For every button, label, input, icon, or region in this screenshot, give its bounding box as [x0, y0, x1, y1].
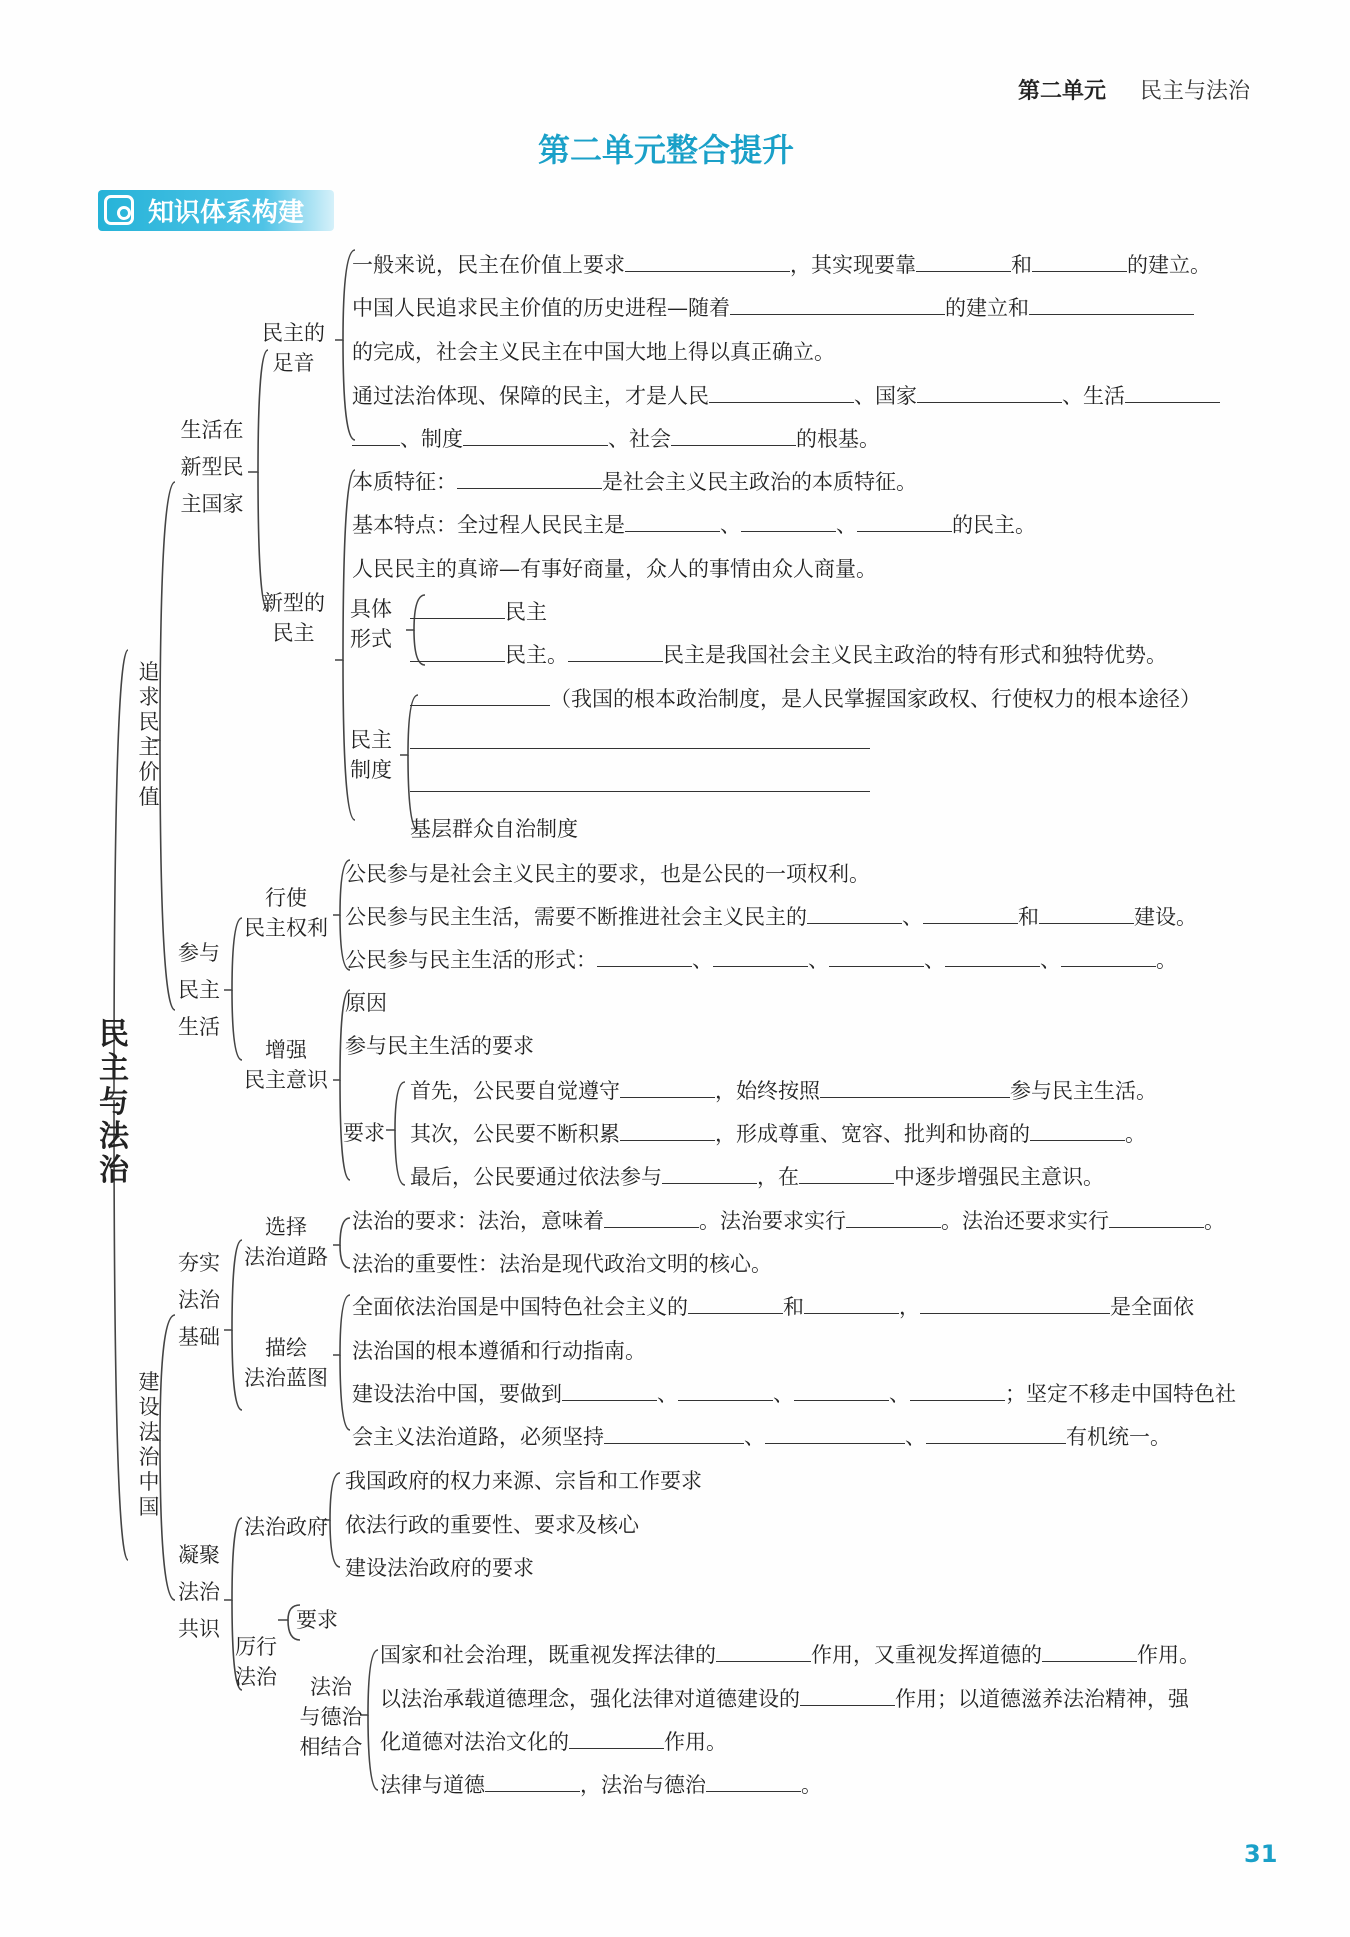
node-foundation [175, 1245, 223, 1356]
text: 、社会 [608, 427, 671, 451]
text: 。 [1156, 948, 1177, 972]
label-a: 法治 [310, 1675, 352, 1699]
text: 民主 [505, 600, 547, 624]
blank[interactable] [917, 384, 1062, 403]
blank[interactable] [485, 1773, 580, 1792]
blank[interactable] [807, 905, 902, 924]
line-22: 法治的重要性：法治是现代政治文明的核心。 [352, 1252, 772, 1276]
blank[interactable] [820, 1079, 1010, 1098]
text: 、 [744, 1425, 765, 1449]
line-8: 人民民主的真谛—有事好商量，众人的事情由众人商量。 [352, 557, 877, 581]
text: 是全面依 [1110, 1295, 1194, 1319]
line-30 [380, 1641, 1200, 1669]
line-17: 参与民主生活的要求 [345, 1034, 534, 1058]
line-28: 依法行政的重要性、要求及核心 [345, 1513, 639, 1537]
blank[interactable] [799, 1165, 894, 1184]
blank[interactable] [846, 1209, 941, 1228]
blank[interactable] [671, 427, 796, 446]
line-24: 法治国的根本遵循和行动指南。 [352, 1339, 646, 1363]
text: ，形成尊重、宽容、批判和协商的 [715, 1122, 1030, 1146]
text: 全面依法治国是中国特色社会主义的 [352, 1295, 688, 1319]
line-16: 原因 [345, 991, 387, 1015]
text: 、生活 [1062, 384, 1125, 408]
text: 法治的要求：法治，意味着 [352, 1209, 604, 1233]
label-a: 增强 [265, 1038, 307, 1062]
line-27: 我国政府的权力来源、宗旨和工作要求 [345, 1469, 702, 1493]
node-practice-law [226, 1632, 286, 1692]
blank[interactable] [800, 1687, 895, 1706]
blank[interactable] [709, 384, 854, 403]
blank[interactable] [804, 1295, 899, 1314]
label-a: 描绘 [265, 1336, 307, 1360]
label-a: 行使 [265, 886, 307, 910]
blank[interactable] [662, 1165, 757, 1184]
blank[interactable] [678, 1382, 773, 1401]
blank[interactable] [562, 1382, 657, 1401]
node-consensus [175, 1537, 223, 1648]
line-19 [410, 1120, 1146, 1148]
text: 作用；以道德滋养法治精神，强 [895, 1687, 1189, 1711]
blank[interactable] [568, 643, 663, 662]
node-concrete-forms [350, 594, 392, 654]
line-31 [380, 1685, 1189, 1713]
blank[interactable] [410, 643, 505, 662]
text: 公民参与民主生活，需要不断推进社会主义民主的 [345, 905, 807, 929]
blank[interactable] [569, 1730, 664, 1749]
label-a: 新型的 [262, 591, 325, 615]
text: 建设法治中国，要做到 [352, 1382, 562, 1406]
text: 、 [692, 948, 713, 972]
text: 会主义法治道路，必须坚持 [352, 1425, 604, 1449]
label-a: 选择 [265, 1215, 307, 1239]
line-2 [352, 294, 1194, 322]
text: 公民参与民主生活的形式： [345, 948, 597, 972]
text: 中逐步增强民主意识。 [894, 1165, 1104, 1189]
text: 通过法治体现、保障的民主，才是人民 [352, 384, 709, 408]
label-b: 制度 [350, 758, 392, 782]
text: 民主。 [505, 643, 568, 667]
text: 建设。 [1134, 905, 1197, 929]
line-20 [410, 1163, 1104, 1191]
node-democratic-system [350, 725, 392, 785]
text: 有机统一。 [1066, 1425, 1171, 1449]
text: 、 [773, 1382, 794, 1406]
node-law-morality [296, 1672, 366, 1762]
node-blueprint [236, 1333, 336, 1393]
blank[interactable] [716, 1643, 811, 1662]
blank[interactable] [620, 1079, 715, 1098]
text: 、 [1040, 948, 1061, 972]
blank[interactable] [829, 948, 924, 967]
blank[interactable] [410, 600, 505, 619]
line-9 [410, 598, 547, 626]
line-5 [352, 425, 880, 453]
blank[interactable] [625, 513, 720, 532]
label-b: 形式 [350, 627, 392, 651]
node-label: 夯实法治基础 [178, 1251, 220, 1349]
text: 和 [783, 1295, 804, 1319]
label-c: 相结合 [299, 1735, 363, 1759]
blank[interactable] [1039, 905, 1134, 924]
text: ，在 [757, 1165, 799, 1189]
text: （我国的根本政治制度，是人民掌握国家政权、行使权力的根本途径） [550, 687, 1201, 711]
text: 作用，又重视发挥道德的 [811, 1643, 1042, 1667]
text: 、 [657, 1382, 678, 1406]
line-21 [352, 1207, 1225, 1235]
line-11b [410, 728, 870, 756]
text: 、 [720, 513, 741, 537]
blank[interactable] [923, 905, 1018, 924]
label-b: 法治 [235, 1665, 277, 1689]
text: 作用。 [664, 1730, 727, 1754]
text: 民主是我国社会主义民主政治的特有形式和独特优势。 [663, 643, 1167, 667]
text: 法律与道德 [380, 1773, 485, 1797]
line-23 [352, 1293, 1194, 1321]
blank[interactable] [945, 948, 1040, 967]
node-new-democracy-state [175, 412, 249, 523]
text: 、制度 [400, 427, 463, 451]
node-participate [175, 935, 223, 1046]
text: 其次，公民要不断积累 [410, 1122, 620, 1146]
text: 是社会主义民主政治的本质特征。 [602, 470, 917, 494]
blank[interactable] [688, 1295, 783, 1314]
text: 、国家 [854, 384, 917, 408]
node-label: 生活在新型民主国家 [180, 418, 244, 516]
line-10 [410, 641, 1167, 669]
blank[interactable] [857, 513, 952, 532]
line-1 [352, 251, 1211, 279]
line-14 [345, 903, 1197, 931]
line-4 [352, 382, 1220, 410]
text: ，始终按照 [715, 1079, 820, 1103]
text: 。 [801, 1773, 822, 1797]
text: 的建立和 [945, 296, 1029, 320]
text: 中国人民追求民主价值的历史进程—随着 [352, 296, 730, 320]
label-a: 具体 [350, 597, 392, 621]
blank[interactable] [604, 1209, 699, 1228]
blank[interactable] [730, 296, 945, 315]
line-32 [380, 1728, 727, 1756]
label-b: 民主 [272, 621, 315, 645]
text: 最后，公民要通过依法参与 [410, 1165, 662, 1189]
node-requirements [343, 1118, 385, 1148]
unit-label: 第二单元 [1018, 79, 1107, 104]
blank[interactable] [1109, 1209, 1204, 1228]
text: 。法治要求实行 [699, 1209, 846, 1233]
line-12: 基层群众自治制度 [410, 817, 578, 841]
text: ，法治与德治 [580, 1773, 706, 1797]
label-b: 民主权利 [244, 916, 328, 940]
text: 、 [924, 948, 945, 972]
text: ；坚定不移走中国特色社 [1005, 1382, 1236, 1406]
blank[interactable] [410, 730, 870, 749]
label-b: 法治蓝图 [244, 1366, 328, 1390]
blank[interactable] [926, 1425, 1066, 1444]
node-label: 参与民主生活 [178, 941, 220, 1039]
blank[interactable] [597, 948, 692, 967]
line-29: 建设法治政府的要求 [345, 1556, 534, 1580]
node-awareness [236, 1035, 336, 1095]
blank[interactable] [1042, 1643, 1137, 1662]
label-b: 法治道路 [244, 1245, 328, 1269]
blank[interactable] [410, 687, 550, 706]
line-26 [352, 1423, 1171, 1451]
node-choose-path [236, 1212, 336, 1272]
label-a: 民主的 [262, 321, 325, 345]
blank[interactable] [706, 1773, 801, 1792]
label-b: 足音 [272, 351, 315, 375]
text: 参与民主生活。 [1010, 1079, 1157, 1103]
blank[interactable] [741, 513, 836, 532]
text: 的民主。 [952, 513, 1036, 537]
topic-label: 民主与法治 [1140, 79, 1251, 104]
node-footsteps [262, 318, 325, 378]
label-a: 要求 [296, 1608, 338, 1632]
root-node: 民主与法治 [99, 1017, 129, 1188]
node-new-democracy [262, 588, 325, 648]
line-3: 的完成，社会主义民主在中国大地上得以真正确立。 [352, 340, 835, 364]
blank[interactable] [410, 773, 870, 792]
blank[interactable] [920, 1295, 1110, 1314]
blank[interactable] [625, 253, 790, 272]
line-6 [352, 468, 917, 496]
text: 的建立。 [1127, 253, 1211, 277]
text: 一般来说，民主在价值上要求 [352, 253, 625, 277]
blank[interactable] [604, 1425, 744, 1444]
text: 、 [808, 948, 829, 972]
text: 。 [1125, 1122, 1146, 1146]
blank[interactable] [1032, 253, 1127, 272]
text: 。法治还要求实行 [941, 1209, 1109, 1233]
label-a: 法治政府 [244, 1515, 328, 1539]
text: 化道德对法治文化的 [380, 1730, 569, 1754]
label-b: 与德治 [299, 1705, 363, 1729]
text: 、 [836, 513, 857, 537]
text: 、 [902, 905, 923, 929]
blank[interactable] [713, 948, 808, 967]
line-25 [352, 1380, 1236, 1408]
node-exercise-rights [236, 883, 336, 943]
text: 和 [1018, 905, 1039, 929]
branch-rule-of-law: 建设法治中国 [138, 1370, 160, 1519]
blank[interactable] [463, 427, 608, 446]
blank[interactable] [352, 427, 400, 446]
blank[interactable] [620, 1122, 715, 1141]
text: 本质特征： [352, 470, 457, 494]
line-33 [380, 1771, 822, 1799]
text: ， [899, 1295, 920, 1319]
branch-pursue-democracy: 追求民主价值 [138, 660, 160, 809]
text: ，其实现要靠 [790, 253, 916, 277]
blank[interactable] [1030, 1122, 1125, 1141]
label-b: 民主意识 [244, 1068, 328, 1092]
text: 以法治承载道德理念，强化法律对道德建设的 [380, 1687, 800, 1711]
blank[interactable] [457, 470, 602, 489]
text: 和 [1011, 253, 1032, 277]
text: 的根基。 [796, 427, 880, 451]
label-a: 要求 [343, 1121, 385, 1145]
line-11c [410, 771, 870, 799]
text: 。 [1204, 1209, 1225, 1233]
text: 、 [889, 1382, 910, 1406]
text: 首先，公民要自觉遵守 [410, 1079, 620, 1103]
blank[interactable] [765, 1425, 905, 1444]
label-a: 民主 [350, 728, 392, 752]
blank[interactable] [1029, 296, 1194, 315]
node-gov [236, 1512, 336, 1542]
line-15 [345, 946, 1177, 974]
page-title: 第二单元整合提升 [538, 131, 795, 169]
page-number: 31 [1244, 1840, 1278, 1868]
text: 国家和社会治理，既重视发挥法律的 [380, 1643, 716, 1667]
line-13: 公民参与是社会主义民主的要求，也是公民的一项权利。 [345, 862, 870, 886]
label-a: 厉行 [235, 1635, 277, 1659]
blank[interactable] [1125, 384, 1220, 403]
node-requirements-2 [296, 1605, 338, 1635]
text: 、 [905, 1425, 926, 1449]
text: 作用。 [1137, 1643, 1200, 1667]
blank[interactable] [794, 1382, 889, 1401]
blank[interactable] [1061, 948, 1156, 967]
line-7 [352, 511, 1036, 539]
blank[interactable] [910, 1382, 1005, 1401]
line-11 [410, 685, 1201, 713]
node-label: 凝聚法治共识 [178, 1543, 220, 1641]
text: 基本特点：全过程人民民主是 [352, 513, 625, 537]
line-18 [410, 1077, 1157, 1105]
section-badge-label: 知识体系构建 [148, 198, 305, 228]
blank[interactable] [916, 253, 1011, 272]
